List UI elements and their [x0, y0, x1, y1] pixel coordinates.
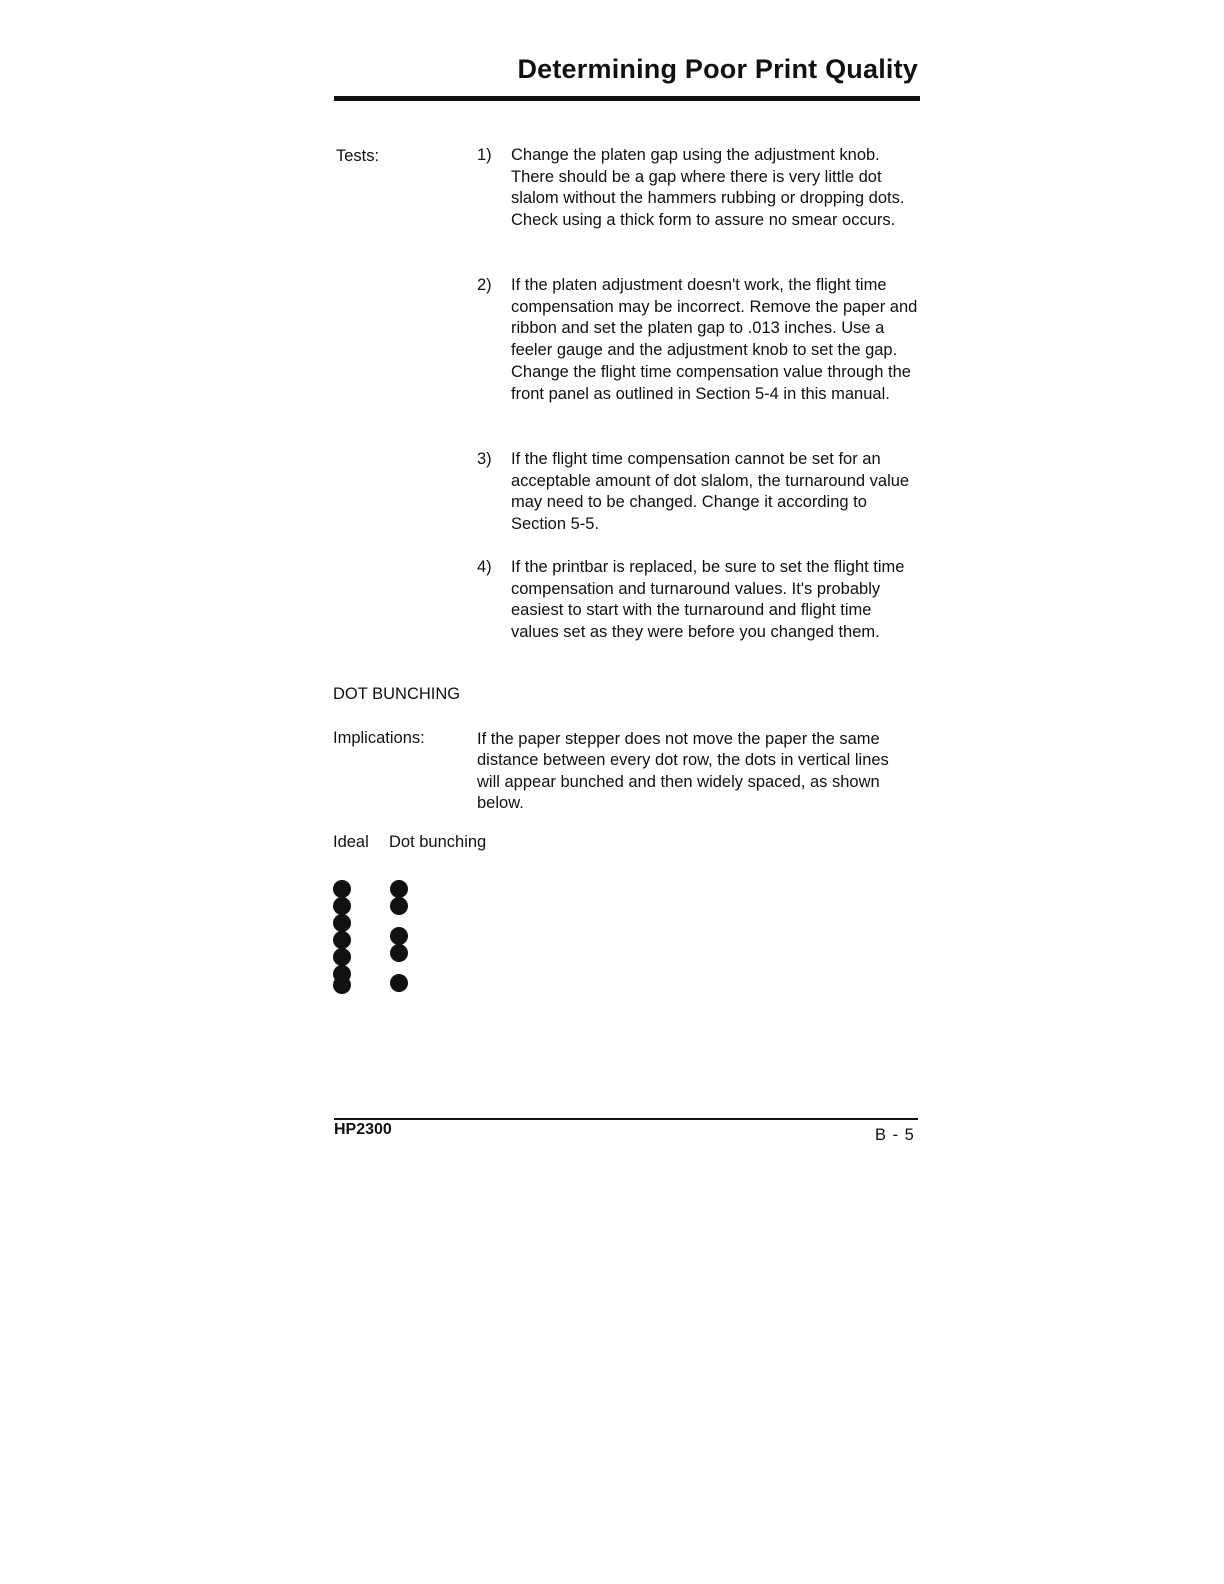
bunched-dot	[390, 927, 408, 945]
ideal-dot	[333, 880, 351, 898]
tests-label: Tests:	[336, 147, 380, 165]
test-item-text: If the printbar is replaced, be sure to set the flight time compensation and turnaround values. It's probably easiest to start with the turnaround and flight time values set as they were before you changed them.	[511, 558, 905, 642]
implications-label: Implications:	[333, 729, 425, 747]
test-item-number: 4)	[477, 558, 492, 576]
test-item-number: 3)	[477, 450, 492, 468]
ideal-dot	[333, 931, 351, 949]
implications-text: If the paper stepper does not move the paper the same distance between every dot row, the dots in vertical lines will appear bunched and then widely spaced, as shown below.	[477, 730, 889, 813]
ideal-dot	[333, 914, 351, 932]
test-item-text: Change the platen gap using the adjustment knob. There should be a gap where there is very little dot slalom without the hammers rubbing or dropping dots. Check using a thick form to assure no smear occurs.	[511, 146, 905, 230]
ideal-dot	[333, 976, 351, 994]
section-heading-dot-bunching: DOT BUNCHING	[333, 685, 461, 703]
bunched-dot	[390, 974, 408, 992]
test-item-text: If the flight time compensation cannot be set for an acceptable amount of dot slalom, the turnaround value may need to be changed. Change it according to Section 5-5.	[511, 450, 910, 534]
footer-rule	[334, 1118, 918, 1120]
page-number: B - 5	[875, 1126, 915, 1144]
dot-bunching-label: Dot bunching	[389, 833, 487, 851]
ideal-dot-column	[333, 880, 351, 994]
bunched-dot	[390, 897, 408, 915]
test-item-number: 1)	[477, 146, 492, 164]
ideal-label: Ideal	[333, 833, 369, 851]
test-item-number: 2)	[477, 276, 492, 294]
bunched-dot	[390, 944, 408, 962]
ideal-dot	[333, 948, 351, 966]
ideal-dot	[333, 897, 351, 915]
bunched-dot	[390, 880, 408, 898]
test-item-text: If the platen adjustment doesn't work, the flight time compensation may be incorrect. Remove the paper and ribbon and set the platen gap to .013 inches. Use a feeler gauge and the adjustment knob to set the gap. Change the flight time compensation value through the front panel as outlined in Section 5-4 in this manual.	[511, 276, 918, 403]
footer-model: HP2300	[334, 1121, 392, 1138]
bunched-dot-column	[390, 880, 408, 992]
page-title: Determining Poor Print Quality	[517, 54, 918, 84]
